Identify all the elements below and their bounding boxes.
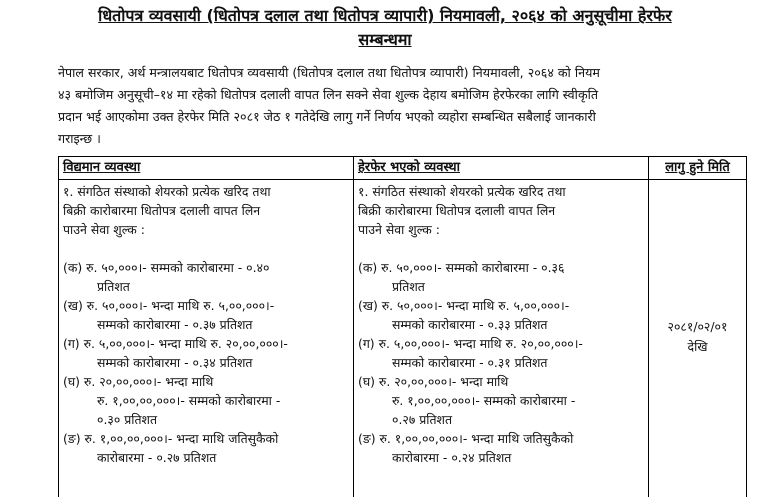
changed-item-e-2: कारोबारमा - ०.२४ प्रतिशत — [392, 450, 512, 465]
changed-header: हेरफेर भएको व्यवस्था — [354, 157, 648, 180]
changed-item-b-1: (ख) रु. ५०,०००।- भन्दा माथि रु. ५,००,०००।- — [358, 298, 570, 313]
existing-item-b-2: सम्मको कारोबारमा - ०.३७ प्रतिशत — [97, 317, 253, 332]
effective-date-value: २०८१/०२/०१ — [667, 319, 728, 334]
existing-item-b-1: (ख) रु. ५०,०००।- भन्दा माथि रु. ५,००,०००।- — [63, 298, 275, 313]
notice-intro — [58, 62, 730, 150]
changed-item-b-2: सम्मको कारोबारमा - ०.३३ प्रतिशत — [392, 317, 548, 332]
existing-intro-2: बिक्री कारोबारमा धितोपत्र दलाली वापत लिन — [63, 203, 261, 218]
existing-header: विद्यमान व्यवस्था — [59, 157, 353, 180]
changed-cell — [354, 180, 648, 467]
existing-cell — [59, 180, 353, 467]
changed-item-c-1: (ग) रु. ५,००,०००।- भन्दा माथि रु. २०,००,०००।- — [358, 336, 583, 351]
existing-intro-1: १. संगठित संस्थाको शेयरको प्रत्येक खरिद तथा — [63, 184, 271, 199]
effective-date-suffix: देखि — [687, 339, 708, 354]
changed-intro-2: बिक्री कारोबारमा धितोपत्र दलाली वापत लिन — [358, 203, 556, 218]
effective-date-header: लागु हुने मिति — [649, 157, 746, 180]
fee-comparison-table — [58, 156, 747, 497]
title-line-1: धितोपत्र व्यवसायी (धितोपत्र दलाल तथा धितोपत्र व्यापारी) नियमावली, २०६४ को अनुसूचीमा हेरफेर — [98, 6, 672, 25]
changed-item-a-1: (क) रु. ५०,०००।- सम्मको कारोबारमा - ०.३६ — [358, 260, 565, 275]
existing-column — [59, 157, 354, 497]
intro-line-4: गराइन्छ । — [58, 131, 101, 146]
existing-item-a-1: (क) रु. ५०,०००।- सम्मको कारोबारमा - ०.४० — [63, 260, 270, 275]
changed-item-d-2: रु. १,००,००,०००।- सम्मको कारोबारमा - — [392, 393, 576, 408]
notice-title — [40, 4, 730, 52]
existing-item-e-1: (ङ) रु. १,००,००,०००।- भन्दा माथि जतिसुकैको — [63, 431, 279, 446]
intro-line-1: नेपाल सरकार, अर्थ मन्त्रालयबाट धितोपत्र व्यवसायी (धितोपत्र दलाल तथा धितोपत्र व्यापारी) नियमावली, २०६४ को नियम — [58, 65, 600, 80]
existing-item-c-2: सम्मको कारोबारमा - ०.३४ प्रतिशत — [97, 355, 253, 370]
changed-intro-3: पाउने सेवा शुल्क : — [358, 222, 440, 237]
changed-column — [354, 157, 649, 497]
changed-item-c-2: सम्मको कारोबारमा - ०.३१ प्रतिशत — [392, 355, 548, 370]
changed-item-d-1: (घ) रु. २०,००,०००।- भन्दा माथि — [358, 374, 509, 389]
title-line-2: सम्बन्धमा — [358, 30, 412, 49]
existing-item-e-2: कारोबारमा - ०.२७ प्रतिशत — [97, 450, 217, 465]
existing-item-c-1: (ग) रु. ५,००,०००।- भन्दा माथि रु. २०,००,०००।- — [63, 336, 288, 351]
changed-item-a-2: प्रतिशत — [392, 279, 425, 294]
changed-item-e-1: (ङ) रु. १,००,००,०००।- भन्दा माथि जतिसुकैको — [358, 431, 574, 446]
existing-intro-3: पाउने सेवा शुल्क : — [63, 222, 145, 237]
changed-item-d-3: ०.२७ प्रतिशत — [392, 412, 453, 427]
existing-item-a-2: प्रतिशत — [97, 279, 130, 294]
changed-intro-1: १. संगठित संस्थाको शेयरको प्रत्येक खरिद तथा — [358, 184, 566, 199]
effective-date-column — [649, 157, 747, 497]
intro-line-3: प्रदान भई आएकोमा उक्त हेरफेर मिति २०८१ जेठ १ गतेदेखि लागु गर्ने निर्णय भएको व्यहोरा सम्बन्धित सबैलाई जानकारी — [58, 109, 596, 124]
existing-item-d-3: ०.३० प्रतिशत — [97, 412, 158, 427]
existing-item-d-2: रु. १,००,००,०००।- सम्मको कारोबारमा - — [97, 393, 281, 408]
intro-line-2: ४३ बमोजिम अनुसूची–१४ मा रहेको धितोपत्र दलाली वापत लिन सक्ने सेवा शुल्क देहाय बमोजिम हेरफेरका लागि स्वीकृति — [58, 87, 599, 102]
existing-item-d-1: (घ) रु. २०,००,०००।- भन्दा माथि — [63, 374, 214, 389]
effective-date-cell — [649, 317, 746, 357]
